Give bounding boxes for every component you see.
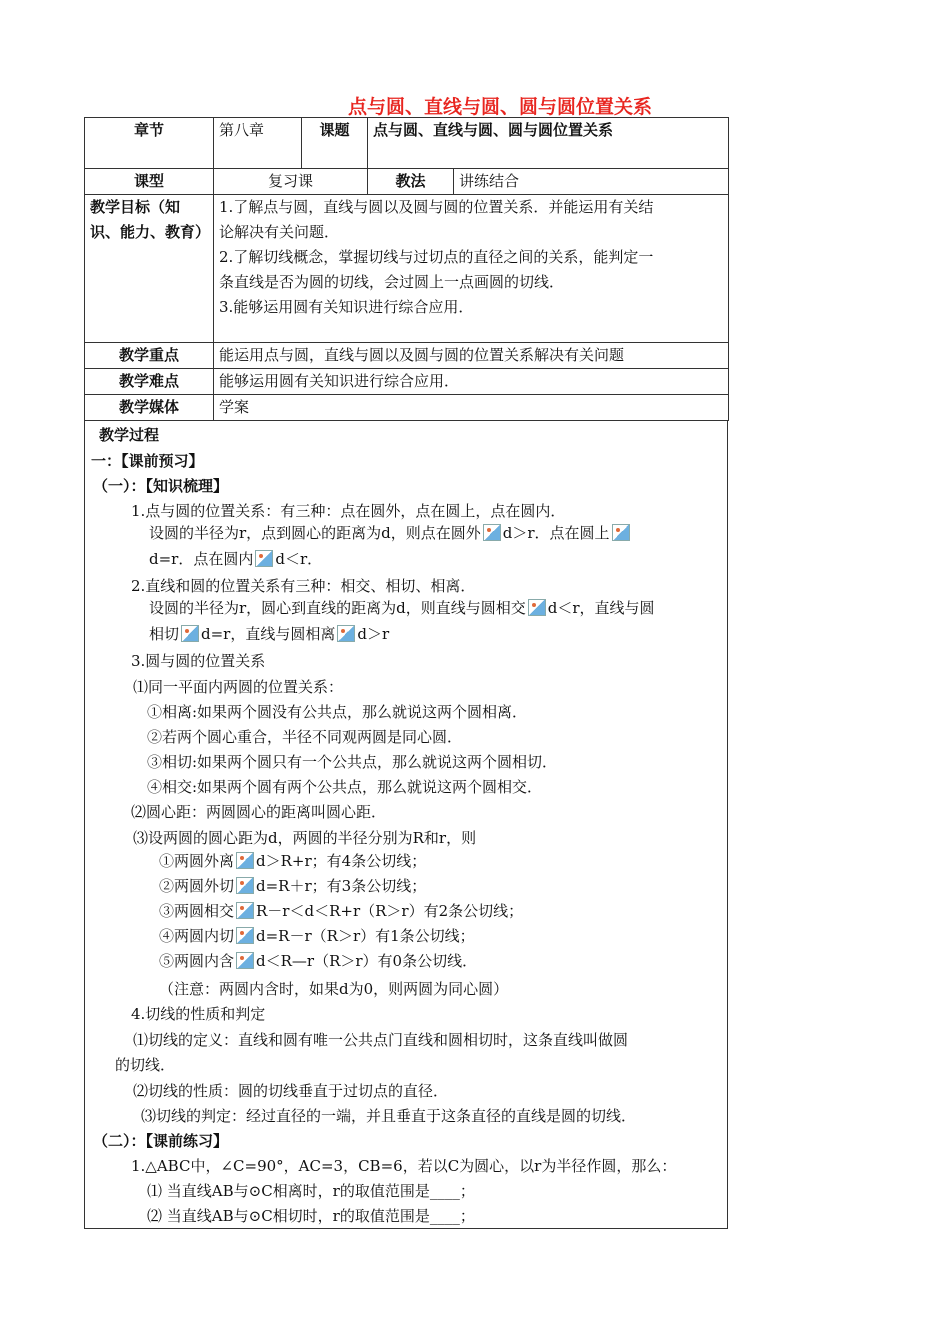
- line-circle-heading: 2.直线和圆的位置关系有三种：相交、相切、相离．: [131, 577, 476, 595]
- section-knowledge: （一）：【知识梳理】: [93, 477, 229, 495]
- line-circle-line: [149, 598, 655, 618]
- relation-item: ②若两个圆心重合，半径不同观两圆是同心圆．: [147, 728, 463, 746]
- condition-name: ⑤两圆内含: [159, 952, 235, 970]
- goal-line: 1.了解点与圆，直线与圆以及圆与圆的位置关系．并能运用有关结: [219, 198, 654, 216]
- condition-row: [159, 926, 475, 946]
- condition-name: ②两圆外切: [159, 877, 235, 895]
- page-title: 点与圆、直线与圆、圆与圆位置关系: [347, 96, 652, 118]
- tangent-heading: 4.切线的性质和判定: [131, 1005, 266, 1023]
- lesson-info-table: [84, 117, 729, 421]
- image-placeholder-icon: [236, 952, 254, 969]
- circle-circle-sub: ⑴同一平面内两圆的位置关系：: [133, 678, 344, 696]
- tangent-definition-cont: 的切线．: [115, 1056, 176, 1074]
- goal-line: 论解决有关问题．: [219, 223, 340, 241]
- condition-row: [159, 901, 523, 921]
- image-placeholder-icon: [236, 927, 254, 944]
- condition-text: d＜R—r（R＞r）有0条公切线．: [256, 952, 478, 970]
- tangent-criterion: ⑶切线的判定：经过直径的一端，并且垂直于这条直径的直线是圆的切线．: [141, 1107, 637, 1125]
- condition-name: ③两圆相交: [159, 902, 235, 920]
- circle-circle-heading: 3.圆与圆的位置关系: [131, 652, 266, 670]
- teaching-process-box: [84, 421, 728, 1229]
- point-circle-text: d＞r．点在圆上: [502, 524, 610, 542]
- condition-text: R－r＜d＜R+r（R＞r）有2条公切线；: [256, 902, 524, 920]
- relation-item: ④相交:如果两个圆有两个公共点，那么就说这两个圆相交．: [147, 778, 543, 796]
- condition-row: [159, 951, 477, 971]
- image-placeholder-icon: [528, 599, 546, 616]
- point-circle-text: d＜r．: [275, 550, 323, 568]
- process-heading: 教学过程: [99, 426, 160, 444]
- point-circle-line: [149, 523, 632, 543]
- condition-row: [159, 851, 426, 871]
- type-value: 复习课: [214, 169, 368, 195]
- image-placeholder-icon: [236, 852, 254, 869]
- radius-condition: ⑶设两圆的圆心距为d，两圆的半径分别为R和r，则: [133, 829, 477, 847]
- line-circle-line: [149, 624, 389, 644]
- tangent-property: ⑵切线的性质：圆的切线垂直于过切点的直径．: [133, 1082, 449, 1100]
- image-placeholder-icon: [236, 902, 254, 919]
- condition-name: ①两圆外离: [159, 852, 235, 870]
- tangent-definition: ⑴切线的定义：直线和圆有唯一公共点门直线和圆相切时，这条直线叫做圆: [133, 1031, 629, 1049]
- chapter-label: 章节: [85, 118, 214, 169]
- method-label: 教法: [368, 169, 454, 195]
- goal-line: 3.能够运用圆有关知识进行综合应用．: [219, 298, 474, 316]
- line-circle-text: d=r，直线与圆相离: [201, 625, 336, 643]
- question-part: ⑴ 当直线AB与⊙C相离时，r的取值范围是____；: [147, 1182, 475, 1200]
- goal-label: 教学目标（知识、能力、教育）: [85, 195, 214, 343]
- section-practice: （二）：【课前练习】: [93, 1132, 229, 1150]
- key-value: 能运用点与圆，直线与圆以及圆与圆的位置关系解决有关问题: [214, 343, 729, 369]
- image-placeholder-icon: [612, 524, 630, 541]
- method-value: 讲练结合: [454, 169, 729, 195]
- image-placeholder-icon: [255, 550, 273, 567]
- section-preview: 一：【课前预习】: [91, 452, 204, 470]
- hard-value: 能够运用圆有关知识进行综合应用．: [214, 369, 729, 395]
- image-placeholder-icon: [181, 625, 199, 642]
- condition-text: d=R＋r；有3条公切线；: [256, 877, 427, 895]
- line-circle-text: d＜r，直线与圆: [547, 599, 655, 617]
- point-circle-text: d=r．点在圆内: [149, 550, 254, 568]
- question: 1.△ABC中，∠C=90°，AC=3，CB=6，若以C为圆心，以r为半径作圆，那么：: [131, 1157, 677, 1175]
- line-circle-text: d＞r: [357, 625, 390, 643]
- point-circle-line: [149, 549, 322, 569]
- media-label: 教学媒体: [85, 395, 214, 421]
- image-placeholder-icon: [236, 877, 254, 894]
- topic-value: 点与圆、直线与圆、圆与圆位置关系: [368, 118, 729, 169]
- goal-line: 条直线是否为圆的切线，会过圆上一点画圆的切线．: [219, 273, 565, 291]
- type-label: 课型: [85, 169, 214, 195]
- relation-item: ③相切:如果两个圆只有一个公共点，那么就说这两个圆相切．: [147, 753, 558, 771]
- point-circle-text: 设圆的半径为r，点到圆心的距离为d，则点在圆外: [149, 524, 481, 542]
- question-part: ⑵ 当直线AB与⊙C相切时，r的取值范围是____；: [147, 1207, 475, 1225]
- line-circle-text: 设圆的半径为r，圆心到直线的距离为d，则直线与圆相交: [149, 599, 526, 617]
- note: （注意：两圆内含时，如果d为0，则两圆为同心圆）: [159, 980, 509, 998]
- goal-line: 2.了解切线概念，掌握切线与过切点的直径之间的关系，能判定一: [219, 248, 654, 266]
- point-circle-heading: 1.点与圆的位置关系：有三种：点在圆外，点在圆上，点在圆内．: [131, 502, 566, 520]
- goal-content: [214, 195, 729, 343]
- condition-text: d＞R+r；有4条公切线；: [256, 852, 427, 870]
- key-label: 教学重点: [85, 343, 214, 369]
- condition-text: d=R－r（R＞r）有1条公切线；: [256, 927, 475, 945]
- hard-label: 教学难点: [85, 369, 214, 395]
- image-placeholder-icon: [337, 625, 355, 642]
- relation-item: ①相离:如果两个圆没有公共点，那么就说这两个圆相离．: [147, 703, 528, 721]
- condition-name: ④两圆内切: [159, 927, 235, 945]
- topic-label: 课题: [302, 118, 368, 169]
- chapter-value: 第八章: [214, 118, 302, 169]
- line-circle-text: 相切: [149, 625, 180, 643]
- condition-row: [159, 876, 426, 896]
- media-value: 学案: [214, 395, 729, 421]
- center-distance: ⑵圆心距：两圆圆心的距离叫圆心距．: [131, 803, 387, 821]
- image-placeholder-icon: [483, 524, 501, 541]
